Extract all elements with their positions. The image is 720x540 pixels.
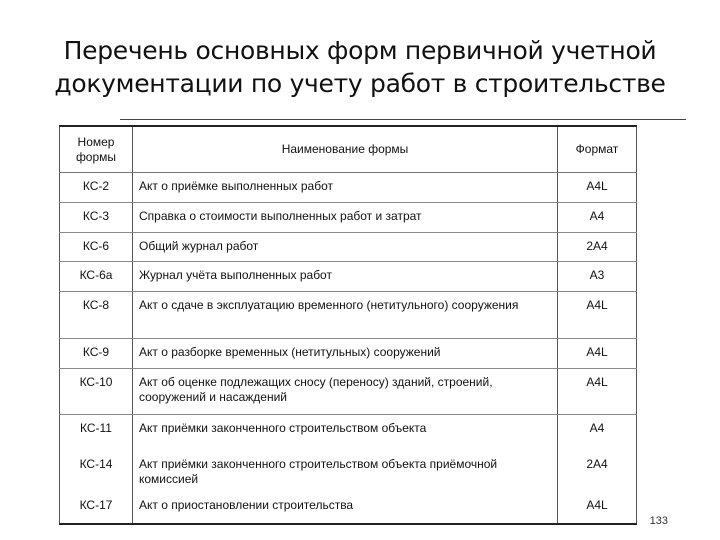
cell-number: КС-11 <box>60 415 133 451</box>
cell-number: КС-3 <box>60 203 133 233</box>
table-row <box>60 369 637 415</box>
table-row <box>60 451 637 492</box>
cell-format: А4L <box>558 292 637 339</box>
title-line-1: Перечень основных форм первичной учетной <box>63 36 657 65</box>
cell-number: КС-10 <box>60 369 133 415</box>
cell-name: Журнал учёта выполненных работ <box>133 262 558 292</box>
cell-name: Акт о сдаче в эксплуатацию временного (нетитульного) сооружения <box>133 292 558 339</box>
table-row <box>60 262 637 292</box>
cell-format: А4L <box>558 173 637 203</box>
title-line-2: документации по учету работ в строительстве <box>54 69 666 98</box>
cell-name: Акт о приёмке выполненных работ <box>133 173 558 203</box>
table-row <box>60 492 637 524</box>
table-row <box>60 339 637 369</box>
forms-table <box>59 125 637 525</box>
cell-format: А3 <box>558 262 637 292</box>
title-underline <box>120 119 686 120</box>
cell-number: КС-2 <box>60 173 133 203</box>
table-row <box>60 415 637 451</box>
table-row <box>60 233 637 262</box>
cell-name: Акт о приостановлении строительства <box>133 492 558 524</box>
table-row <box>60 292 637 339</box>
cell-number: КС-8 <box>60 292 133 339</box>
header-name: Наименование формы <box>133 126 558 173</box>
cell-name: Акт об оценке подлежащих сносу (переносу) зданий, строений, сооружений и насаждений <box>133 369 558 415</box>
table-row <box>60 173 637 203</box>
page-number: 133 <box>649 515 668 527</box>
page-title <box>0 34 720 100</box>
cell-format: А4 <box>558 203 637 233</box>
table-row <box>60 203 637 233</box>
cell-number: КС-9 <box>60 339 133 369</box>
cell-name: Справка о стоимости выполненных работ и затрат <box>133 203 558 233</box>
cell-format: А4 <box>558 415 637 451</box>
cell-format: А4L <box>558 339 637 369</box>
header-format: Формат <box>558 126 637 173</box>
cell-name: Акт приёмки законченного строительством объекта <box>133 415 558 451</box>
cell-number: КС-14 <box>60 451 133 492</box>
cell-name: Акт приёмки законченного строительством объекта приёмочной комиссией <box>133 451 558 492</box>
cell-number: КС-17 <box>60 492 133 524</box>
cell-format: А4L <box>558 369 637 415</box>
cell-name: Общий журнал работ <box>133 233 558 262</box>
cell-number: КС-6 <box>60 233 133 262</box>
cell-format: 2А4 <box>558 451 637 492</box>
cell-number: КС-6а <box>60 262 133 292</box>
cell-name: Акт о разборке временных (нетитульных) сооружений <box>133 339 558 369</box>
table-header-row <box>60 126 637 173</box>
cell-format: 2А4 <box>558 233 637 262</box>
cell-format: А4L <box>558 492 637 524</box>
header-number: Номер формы <box>60 126 133 173</box>
